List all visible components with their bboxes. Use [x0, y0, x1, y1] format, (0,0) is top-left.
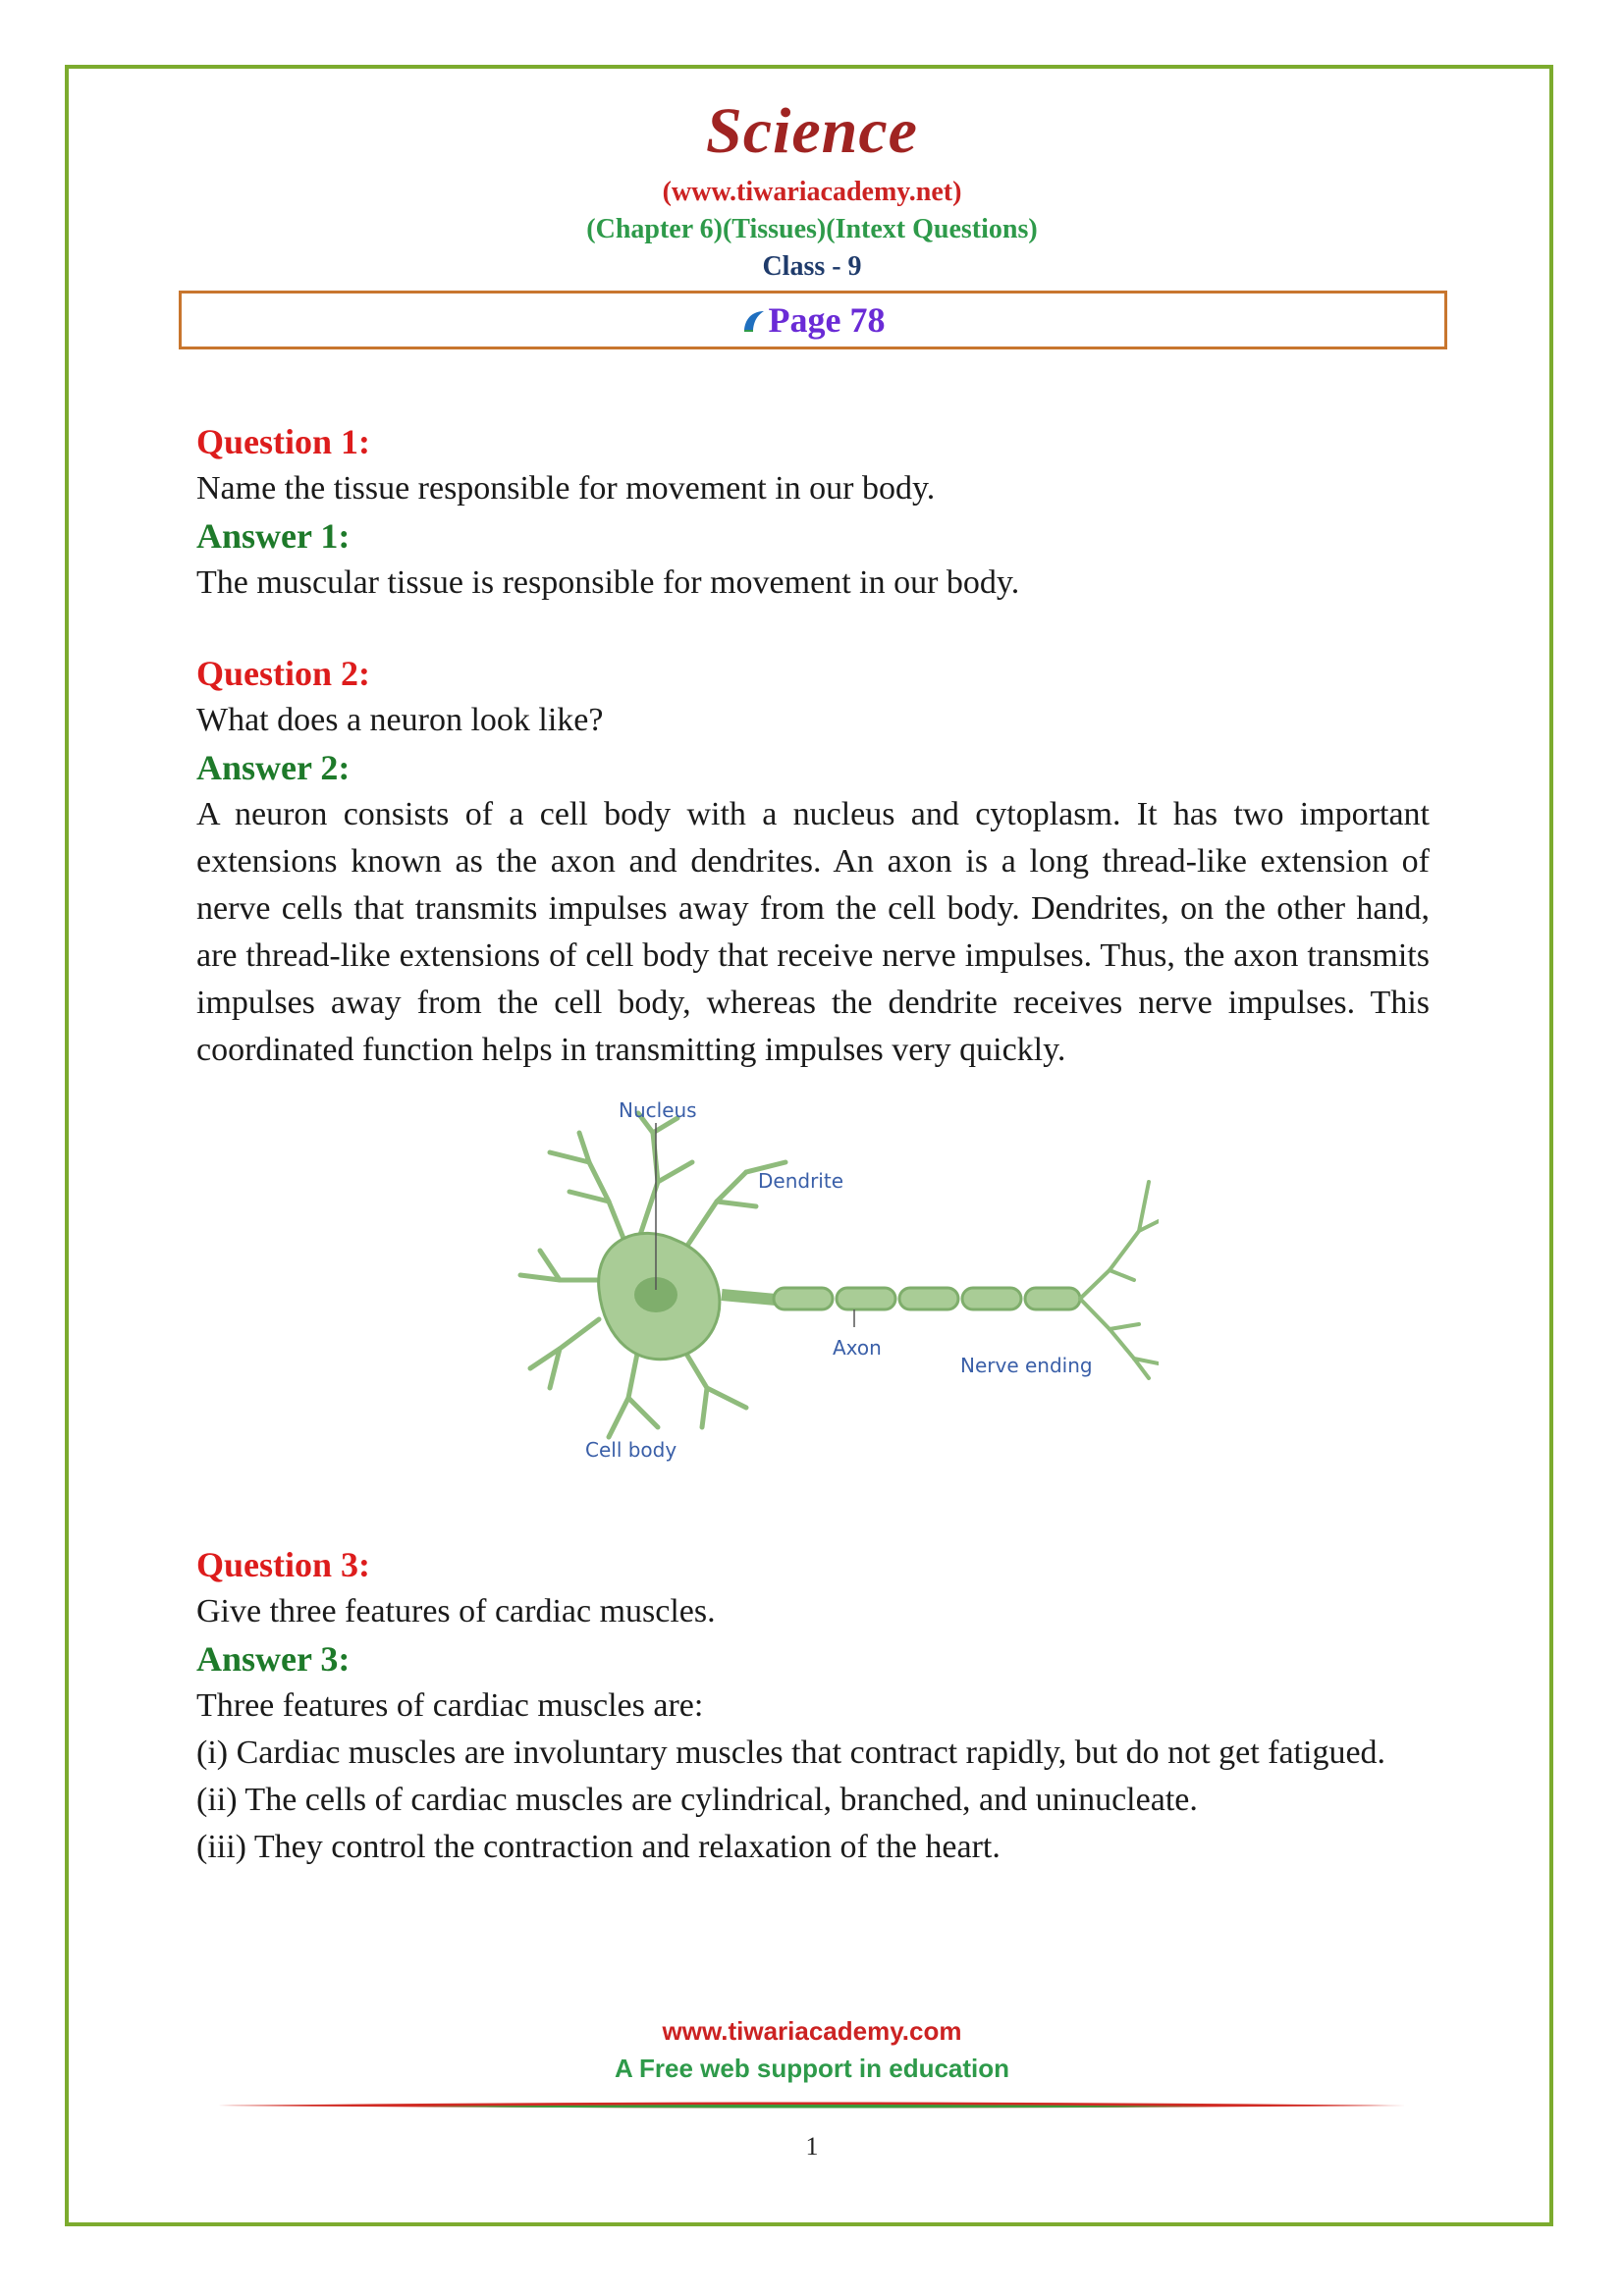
label-nucleus: Nucleus [619, 1098, 697, 1122]
answer-point: (ii) The cells of cardiac muscles are cylindrical, branched, and uninucleate. [196, 1782, 1198, 1818]
answer-label: Answer 1: [196, 516, 351, 556]
footer-divider [218, 2101, 1406, 2110]
label-dendrite: Dendrite [758, 1169, 844, 1193]
label-axon: Axon [833, 1336, 882, 1360]
answer-intro: Three features of cardiac muscles are: [196, 1687, 704, 1724]
question-label: Question 1: [196, 422, 371, 461]
question-text: Name the tissue responsible for movement in our body. [196, 470, 936, 507]
question-text: Give three features of cardiac muscles. [196, 1593, 716, 1629]
answer-point: (iii) They control the contraction and relaxation of the heart. [196, 1829, 1001, 1865]
neuron-diagram [196, 1094, 1430, 1506]
page-number: 1 [805, 2132, 819, 2161]
main-content [196, 418, 1430, 1871]
answer-text: A neuron consists of a cell body with a nucleus and cytoplasm. It has two important extensions known as the axon and dendrites. An axon is a long thread-like extension of nerve cells that transmits impulses away from the cell body. Dendrites, on the other hand, are thread-like extensions of cell body that receive nerve impulses. Thus, the axon transmits impulses away from the cell body, whereas the dendrite receives nerve impulses. This coordinated function helps in transmitting impulses very quickly. [196, 796, 1430, 1068]
qa-block-2 [196, 650, 1430, 1074]
question-label: Question 3: [196, 1545, 371, 1584]
answer-point: (i) Cardiac muscles are involuntary muscles that contract rapidly, but do not get fatigued. [196, 1735, 1386, 1771]
page-label: Page 78 [768, 300, 886, 340]
qa-block-3 [196, 1541, 1430, 1871]
label-nerve-ending: Nerve ending [960, 1354, 1093, 1377]
page-number-box [179, 291, 1447, 349]
header-website: (www.tiwariacademy.net) [662, 177, 962, 207]
answer-label: Answer 2: [196, 748, 351, 787]
header-chapter: (Chapter 6)(Tissues)(Intext Questions) [586, 214, 1038, 244]
page-title: Science [706, 95, 918, 167]
tiwari-academy-logo-icon [741, 308, 767, 334]
header-class: Class - 9 [762, 251, 862, 282]
question-label: Question 2: [196, 654, 371, 693]
footer-website: www.tiwariacademy.com [662, 2016, 962, 2046]
qa-block-1 [196, 418, 1430, 607]
footer-tagline: A Free web support in education [614, 2054, 1010, 2083]
question-text: What does a neuron look like? [196, 702, 604, 738]
label-cell-body: Cell body [585, 1438, 677, 1462]
neuron-illustration [491, 1094, 1159, 1506]
answer-label: Answer 3: [196, 1639, 351, 1679]
answer-text: The muscular tissue is responsible for movement in our body. [196, 564, 1020, 601]
